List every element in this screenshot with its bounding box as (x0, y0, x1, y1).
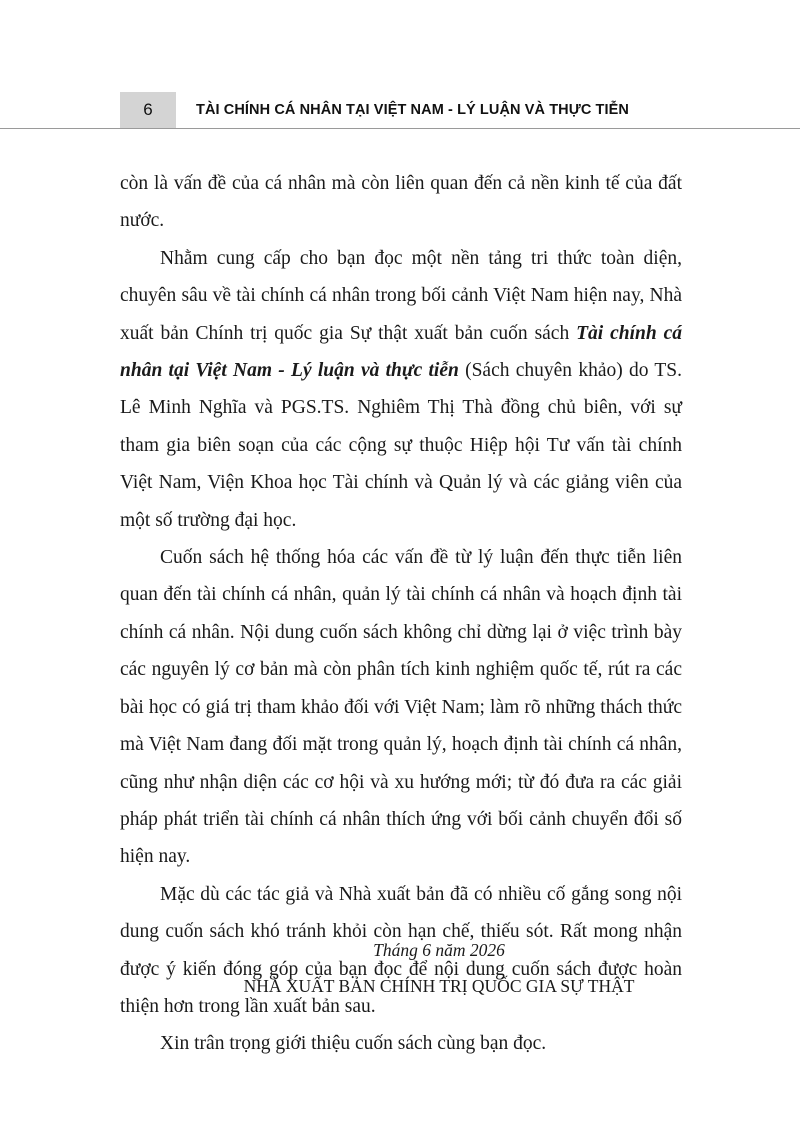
running-title: TÀI CHÍNH CÁ NHÂN TẠI VIỆT NAM - LÝ LUẬN VÀ THỰC TIỄN (196, 102, 629, 118)
paragraph-2-rest: (Sách chuyên khảo) do TS. Lê Minh Nghĩa và PGS.TS. Nghiêm Thị Thà đồng chủ biên, với sự tham gia biên soạn của các cộng sự thuộc Hiệp hội Tư vấn tài chính Việt Nam, Viện Khoa học Tài chính và Quản lý và các giảng viên của một số trường đại học. (120, 360, 682, 531)
signature-date: Tháng 6 năm 2026 (373, 940, 505, 960)
paragraph-3: Cuốn sách hệ thống hóa các vấn đề từ lý luận đến thực tiễn liên quan đến tài chính cá nhân, quản lý tài chính cá nhân và hoạch định tài chính cá nhân. Nội dung cuốn sách không chỉ dừng lại ở việc trình bày các nguyên lý cơ bản mà còn phân tích kinh nghiệm quốc tế, rút ra các bài học có giá trị tham khảo đối với Việt Nam; làm rõ những thách thức mà Việt Nam đang đối mặt trong quản lý, hoạch định tài chính cá nhân, cũng như nhận diện các cơ hội và xu hướng mới; từ đó đưa ra các giải pháp phát triển tài chính cá nhân thích ứng với bối cảnh chuyển đổi số hiện nay. (120, 547, 682, 868)
paragraph-5: Xin trân trọng giới thiệu cuốn sách cùng bạn đọc. (160, 1033, 547, 1055)
body-text (120, 165, 682, 1063)
signature-publisher: NHÀ XUẤT BẢN CHÍNH TRỊ QUỐC GIA SỰ THẬT (243, 976, 635, 996)
paragraph-2-intro: Nhằm cung cấp cho bạn đọc một nền tảng tri thức toàn diện, chuyên sâu về tài chính cá nhân trong bối cảnh Việt Nam hiện nay, Nhà xuất bản Chính trị quốc gia Sự thật xuất bản cuốn sách (120, 247, 682, 344)
page-number: 6 (120, 92, 176, 128)
paragraph-2 (120, 240, 682, 539)
book-title: Tài chính cá nhân tại Việt Nam - Lý luận và thực tiễn (120, 322, 682, 382)
paragraph-4: Mặc dù các tác giả và Nhà xuất bản đã có nhiều cố gắng song nội dung cuốn sách khó tránh khỏi còn hạn chế, thiếu sót. Rất mong nhận được ý kiến đóng góp của bạn đọc để nội dung cuốn sách được hoàn thiện hơn trong lần xuất bản sau. (120, 883, 682, 1017)
paragraph-1: còn là vấn đề của cá nhân mà còn liên quan đến cả nền kinh tế của đất nước. (120, 173, 682, 232)
running-header (0, 92, 800, 129)
